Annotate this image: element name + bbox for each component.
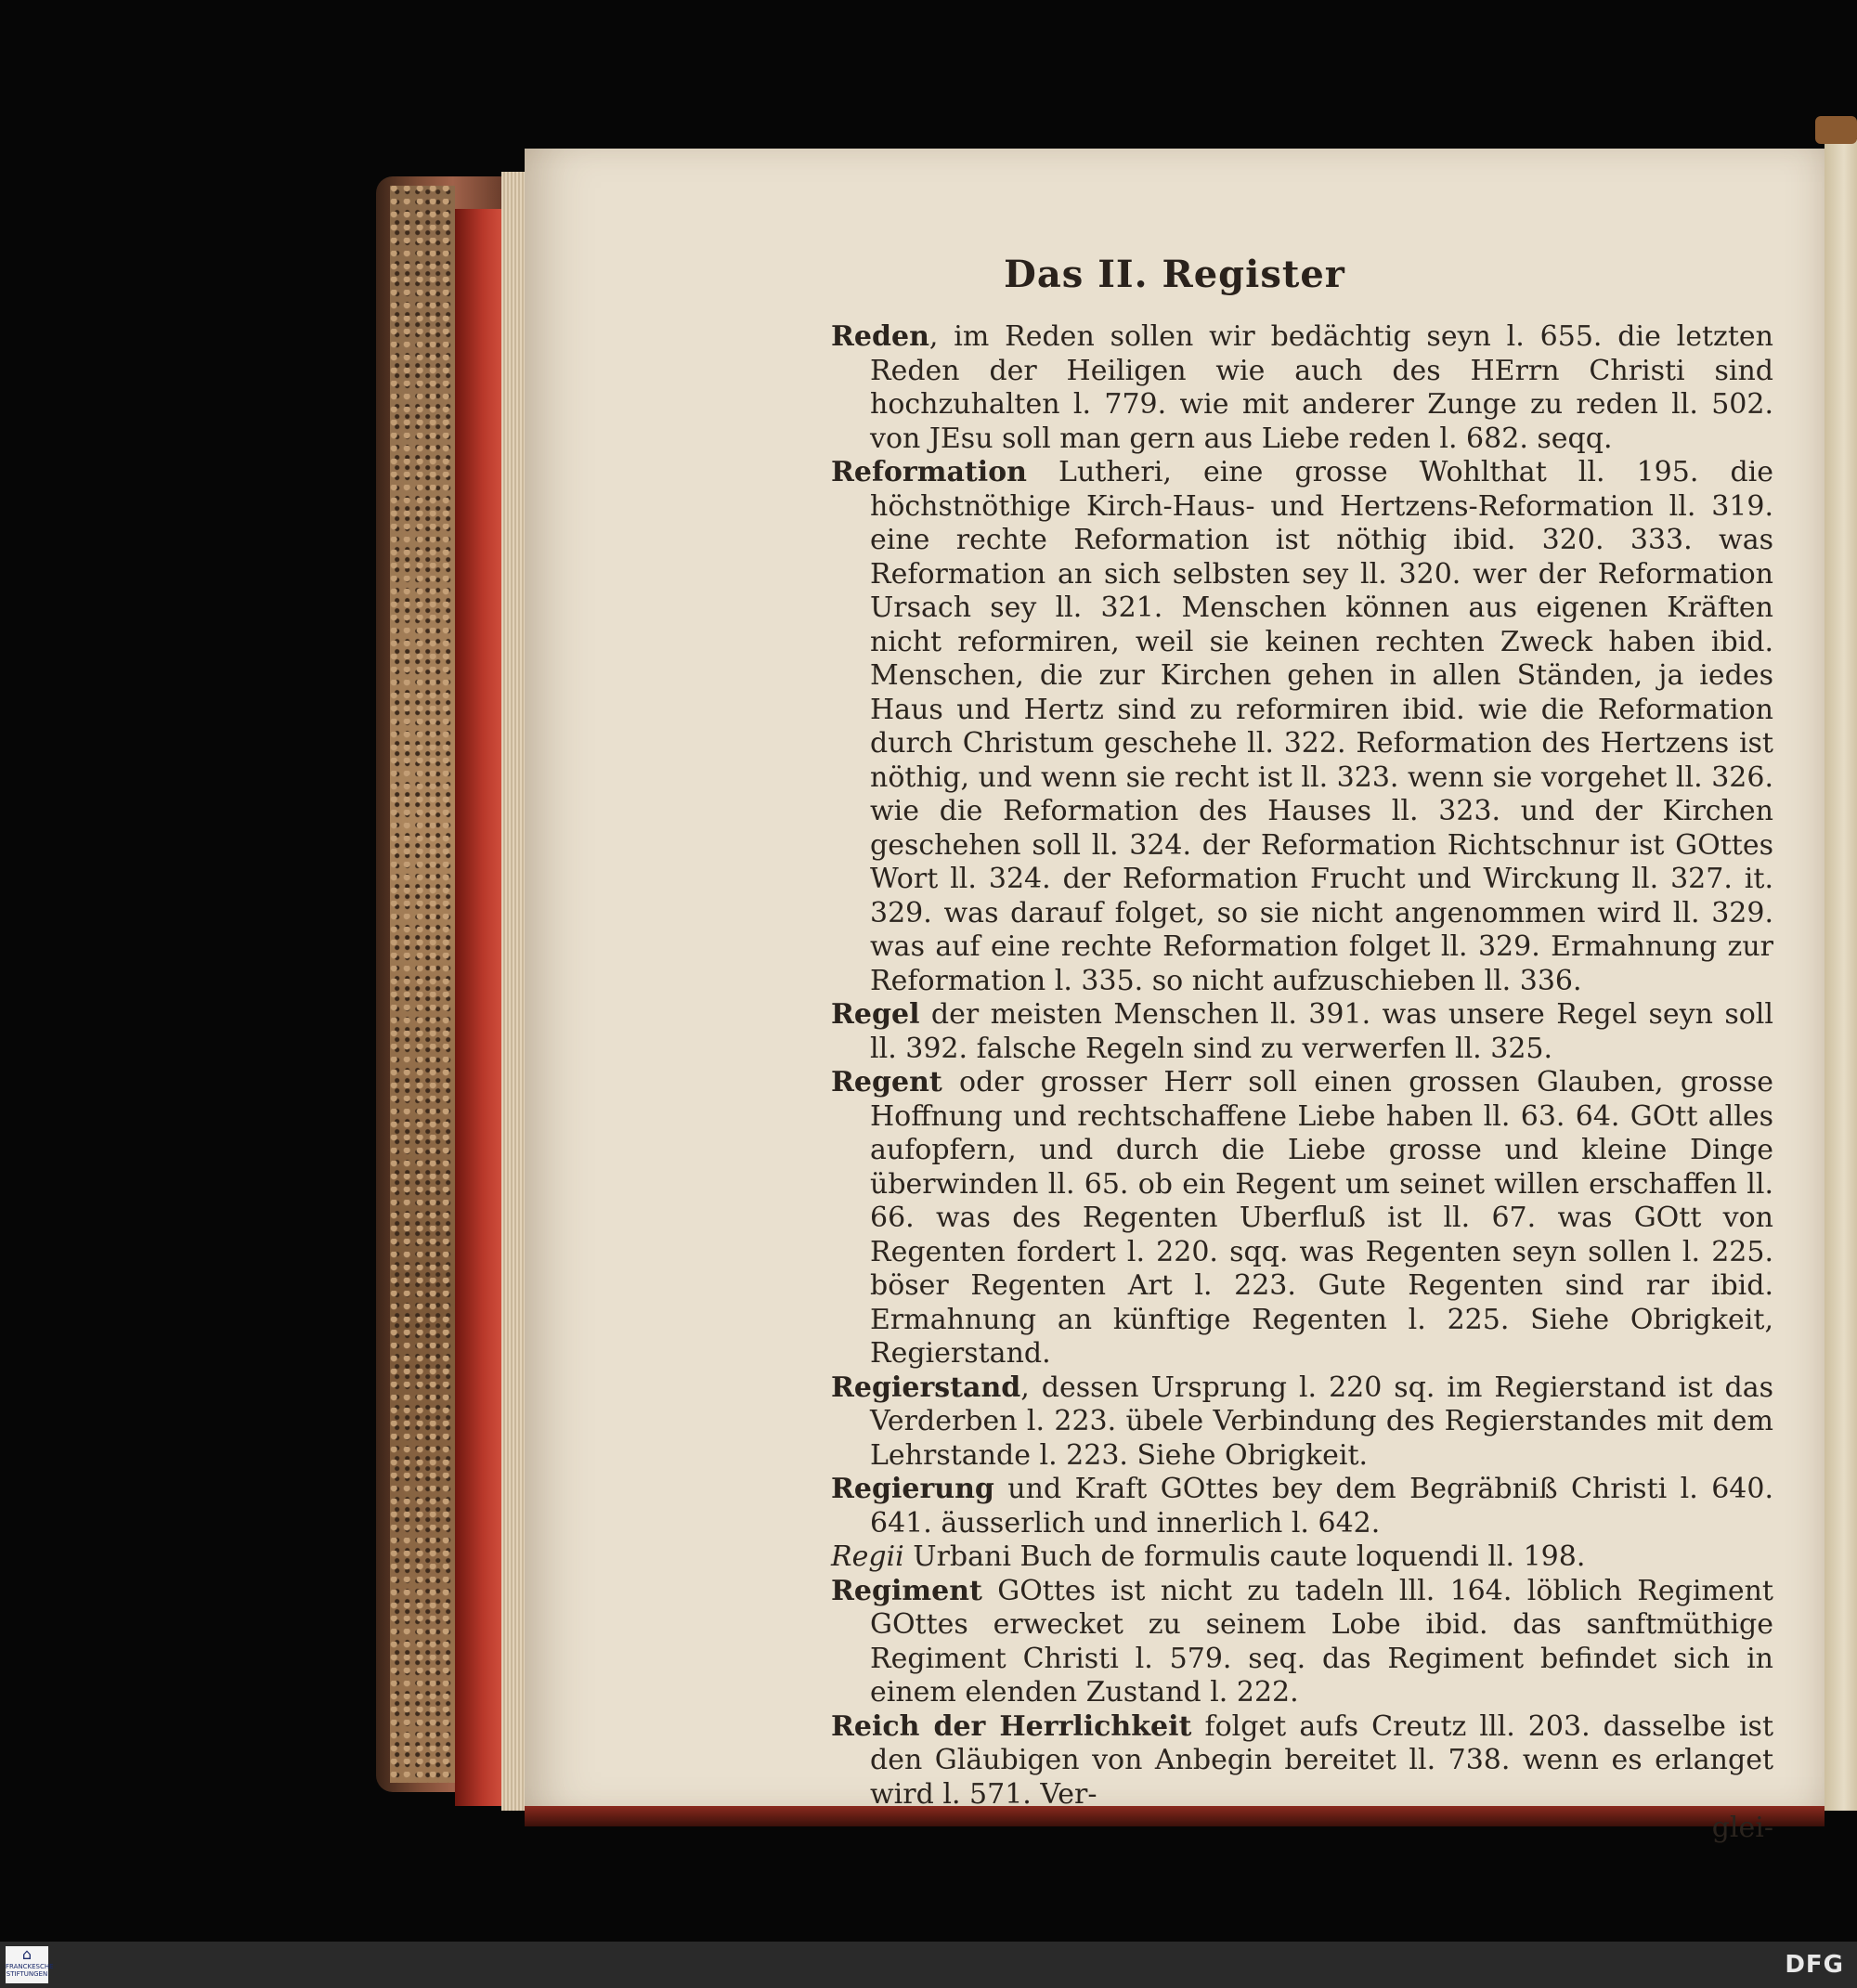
register-entries bbox=[831, 320, 1773, 1846]
entry-text: GOttes ist nicht zu tadeln lll. 164. löblich Regiment GOttes erwecket zu seinem Lobe ibid. das sanftmüthige Regiment Christi l. 579. seq. das Regiment befindet sich in einem elenden Zustand l. 222. bbox=[870, 1574, 1773, 1709]
entry-keyword: Regii bbox=[831, 1540, 904, 1573]
right-page-strip bbox=[1825, 139, 1857, 1811]
entry-regierung bbox=[831, 1473, 1773, 1540]
entry-text: , dessen Ursprung l. 220 sq. im Regierstand ist das Verderben l. 223. übele Verbindung des Regierstandes mit dem Lehrstande l. 223. Siehe Obrigkeit. bbox=[870, 1371, 1773, 1472]
building-icon: ⌂ bbox=[21, 1945, 32, 1963]
marbled-cover bbox=[390, 186, 455, 1783]
entry-text: Urbani Buch de formulis caute loquendi ll. 198. bbox=[903, 1540, 1586, 1573]
entry-text: Lutheri, eine grosse Wohlthat ll. 195. die höchstnöthige Kirch-Haus- und Hertzens-Reformation ll. 319. eine rechte Reformation ist nöthig ibid. 320. 333. was Reformation an sich selbsten sey ll. 320. wer der Reformation Ursach sey ll. 321. Menschen können aus eigenen Kräften nicht reformiren, weil sie keinen rechten Zweck haben ibid. Menschen, die zur Kirchen gehen in allen Ständen, ja iedes Haus und Hertz sind zu reformiren ibid. wie die Reformation durch Christum geschehe ll. 322. Reformation des Hertzens ist nöthig, und wenn sie recht ist ll. 323. wenn sie vorgehet ll. 326. wie die Reformation des Hauses ll. 323. und der Kirchen geschehen soll ll. 324. der Reformation Richtschnur ist GOttes Wort ll. 324. der Reformation Frucht und Wirckung ll. 327. it. 329. was darauf folget, so sie nicht angenommen wird ll. 329. was auf eine rechte Reformation folget ll. 329. Ermahnung zur Reformation l. 335. so nicht aufzuschieben ll. 336. bbox=[870, 456, 1773, 997]
entry-regent bbox=[831, 1066, 1773, 1371]
entry-text: der meisten Menschen ll. 391. was unsere Regel seyn soll ll. 392. falsche Regeln sind zu verwerfen ll. 325. bbox=[870, 998, 1773, 1065]
entry-keyword: Regiment bbox=[831, 1574, 982, 1607]
page-header: Das II. Register bbox=[1004, 253, 1345, 296]
entry-keyword: Reich der Herrlichkeit bbox=[831, 1709, 1192, 1743]
clasp bbox=[1815, 116, 1857, 144]
entry-regel bbox=[831, 998, 1773, 1066]
entry-text: folget aufs Creutz lll. 203. dasselbe ist den Gläubigen von Anbegin bereitet ll. 738. wenn es erlanget wird l. 571. Ver- bbox=[870, 1709, 1773, 1811]
entry-keyword: Regent bbox=[831, 1066, 942, 1098]
entry-keyword: Regierung bbox=[831, 1473, 994, 1505]
entry-regiment bbox=[831, 1575, 1773, 1710]
footer-bar bbox=[0, 1942, 1857, 1988]
entry-regierstand bbox=[831, 1371, 1773, 1474]
dfg-logo: DFG bbox=[1785, 1951, 1844, 1979]
entry-reich bbox=[831, 1710, 1773, 1813]
entry-reformation bbox=[831, 456, 1773, 998]
left-logo-text: FRANCKESCHE STIFTUNGEN bbox=[6, 1963, 54, 1978]
catchword: glei- bbox=[1711, 1812, 1773, 1844]
entry-keyword: Regel bbox=[831, 998, 920, 1031]
entry-text: , im Reden sollen wir bedächtig seyn l. 655. die letzten Reden der Heiligen wie auch des HErrn Christi sind hochzuhalten l. 779. wie mit anderer Zunge zu reden ll. 502. von JEsu soll man gern aus Liebe reden l. 682. seqq. bbox=[870, 320, 1773, 455]
entry-keyword: Reformation bbox=[831, 456, 1027, 488]
entry-text: oder grosser Herr soll einen grossen Glauben, grosse Hoffnung und rechtschaffene Liebe haben ll. 63. 64. GOtt alles aufopfern, und durch die Liebe grosse und kleine Dinge überwinden ll. 65. ob ein Regent um seinet willen erschaffen ll. 66. was des Regenten Uberfluß ist ll. 67. was GOtt von Regenten fordert l. 220. sqq. was Regenten seyn sollen l. 225. böser Regenten Art l. 223. Gute Regenten sind rar ibid. Ermahnung an künftige Regenten l. 225. Siehe Obrigkeit, Regierstand. bbox=[870, 1066, 1773, 1370]
franckesche-stiftungen-logo bbox=[6, 1945, 54, 1983]
entry-text: und Kraft GOttes bey dem Begräbniß Christi l. 640. 641. äusserlich und innerlich l. 642. bbox=[870, 1473, 1773, 1540]
entry-regii bbox=[831, 1540, 1773, 1575]
entry-reden bbox=[831, 320, 1773, 456]
entry-keyword: Reden bbox=[831, 320, 929, 353]
entry-keyword: Regierstand bbox=[831, 1371, 1021, 1404]
